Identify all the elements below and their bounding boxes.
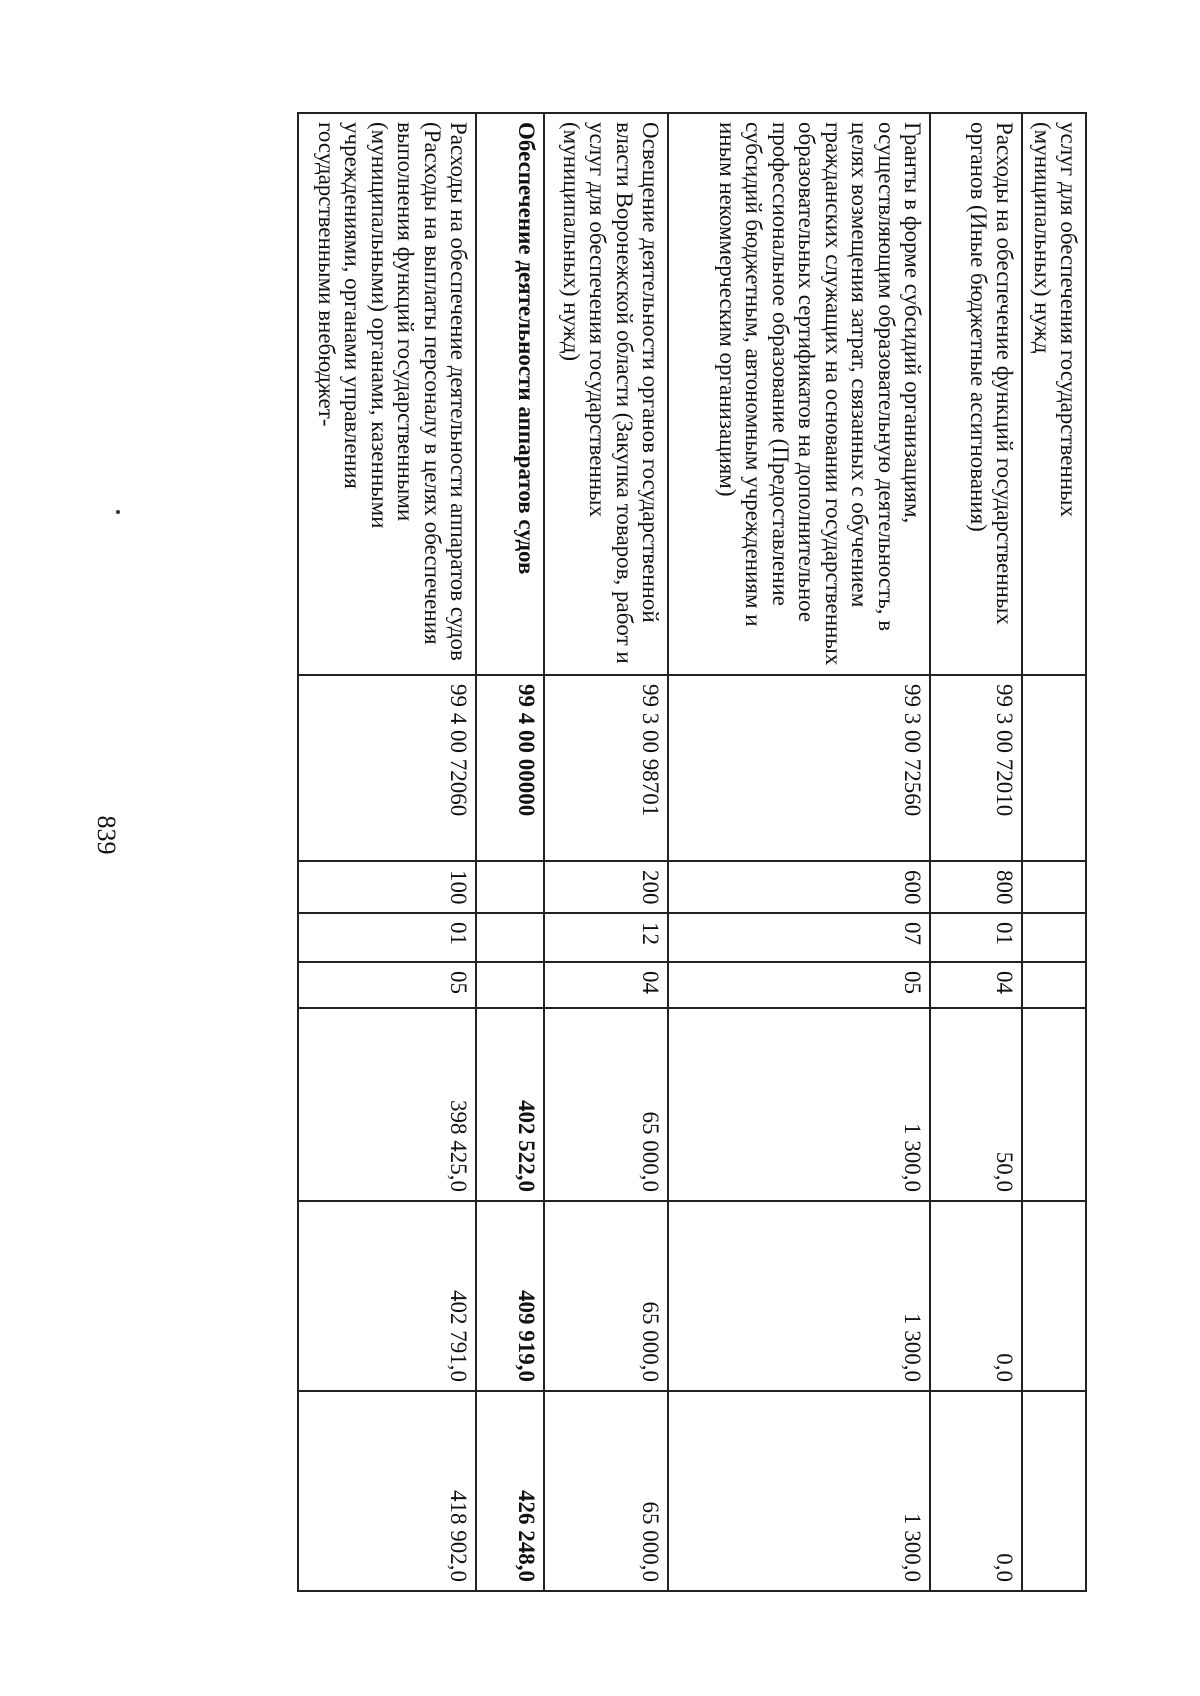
row-pr-cell: 05: [668, 962, 930, 1008]
row-value-year3-cell: 0,0: [930, 1391, 1022, 1591]
row-rz-cell: 01: [930, 913, 1022, 962]
row-csr-cell: 99 4 00 72060: [298, 675, 476, 861]
row-vr-cell: 100: [298, 861, 476, 913]
row-value-year3-cell: 426 248,0: [476, 1391, 544, 1591]
table-row: [298, 113, 476, 1591]
scan-dot: [116, 510, 120, 514]
budget-table: [297, 112, 1087, 1592]
row-pr-cell: [476, 962, 544, 1008]
row-rz-cell: 12: [544, 913, 668, 962]
row-value-year3-cell: 1 300,0: [668, 1391, 930, 1591]
row-csr-cell: [1022, 675, 1086, 861]
row-rz-cell: [476, 913, 544, 962]
row-csr-cell: 99 3 00 72010: [930, 675, 1022, 861]
row-pr-cell: [1022, 962, 1086, 1008]
row-vr-cell: [1022, 861, 1086, 913]
row-value-year1-cell: 398 425,0: [298, 1008, 476, 1201]
row-value-year3-cell: [1022, 1391, 1086, 1591]
table-row: [668, 113, 930, 1591]
row-rz-cell: 07: [668, 913, 930, 962]
row-csr-cell: 99 3 00 98701: [544, 675, 668, 861]
row-vr-cell: 600: [668, 861, 930, 913]
row-value-year1-cell: 1 300,0: [668, 1008, 930, 1201]
row-value-year1-cell: 50,0: [930, 1008, 1022, 1201]
row-value-year2-cell: 409 919,0: [476, 1201, 544, 1391]
table-row: [476, 113, 544, 1591]
row-vr-cell: [476, 861, 544, 913]
row-name-cell: Обеспечение деятельности аппаратов судов: [476, 113, 544, 675]
table-row: [930, 113, 1022, 1591]
row-value-year3-cell: 418 902,0: [298, 1391, 476, 1591]
row-value-year1-cell: [1022, 1008, 1086, 1201]
budget-table-rotated: [225, 112, 1087, 1590]
row-name-cell: Освещение деятельности органов государственной власти Воронежской области (Закупка товаров, работ и услуг для обеспечения государственных (муниципальных) нужд): [544, 113, 668, 675]
row-pr-cell: 04: [544, 962, 668, 1008]
row-name-cell: Расходы на обеспечение деятельности аппаратов судов (Расходы на выплаты персоналу в целях обеспечения выполнения функций государственными (муниципальными) органами, казенными учреждениями, органами управления государственными внебюджет-: [298, 113, 476, 675]
row-rz-cell: 01: [298, 913, 476, 962]
row-name-cell: услуг для обеспечения государственных (муниципальных) нужд: [1022, 113, 1086, 675]
row-value-year2-cell: [1022, 1201, 1086, 1391]
row-value-year1-cell: 402 522,0: [476, 1008, 544, 1201]
row-csr-cell: 99 3 00 72560: [668, 675, 930, 861]
page-number: 839: [92, 815, 121, 855]
row-value-year2-cell: 402 791,0: [298, 1201, 476, 1391]
row-name-cell: Гранты в форме субсидий организациям, осуществляющим образовательную деятельность, в целях возмещения затрат, связанных с обучением гражданских служащих на основании государственных образовательных сертификатов на дополнительное профессиональное образование (Предоставление субсидий бюджетным, автономным учреждениям и иным некоммерческим организациям): [668, 113, 930, 675]
row-value-year2-cell: 0,0: [930, 1201, 1022, 1391]
row-value-year2-cell: 1 300,0: [668, 1201, 930, 1391]
row-value-year3-cell: 65 000,0: [544, 1391, 668, 1591]
row-vr-cell: 200: [544, 861, 668, 913]
row-value-year2-cell: 65 000,0: [544, 1201, 668, 1391]
row-vr-cell: 800: [930, 861, 1022, 913]
row-rz-cell: [1022, 913, 1086, 962]
row-value-year1-cell: 65 000,0: [544, 1008, 668, 1201]
row-name-cell: Расходы на обеспечение функций государственных органов (Иные бюджетные ассигнования): [930, 113, 1022, 675]
table-body: [298, 113, 1086, 1591]
table-row: [1022, 113, 1086, 1591]
row-pr-cell: 04: [930, 962, 1022, 1008]
table-row: [544, 113, 668, 1591]
row-pr-cell: 05: [298, 962, 476, 1008]
row-csr-cell: 99 4 00 00000: [476, 675, 544, 861]
